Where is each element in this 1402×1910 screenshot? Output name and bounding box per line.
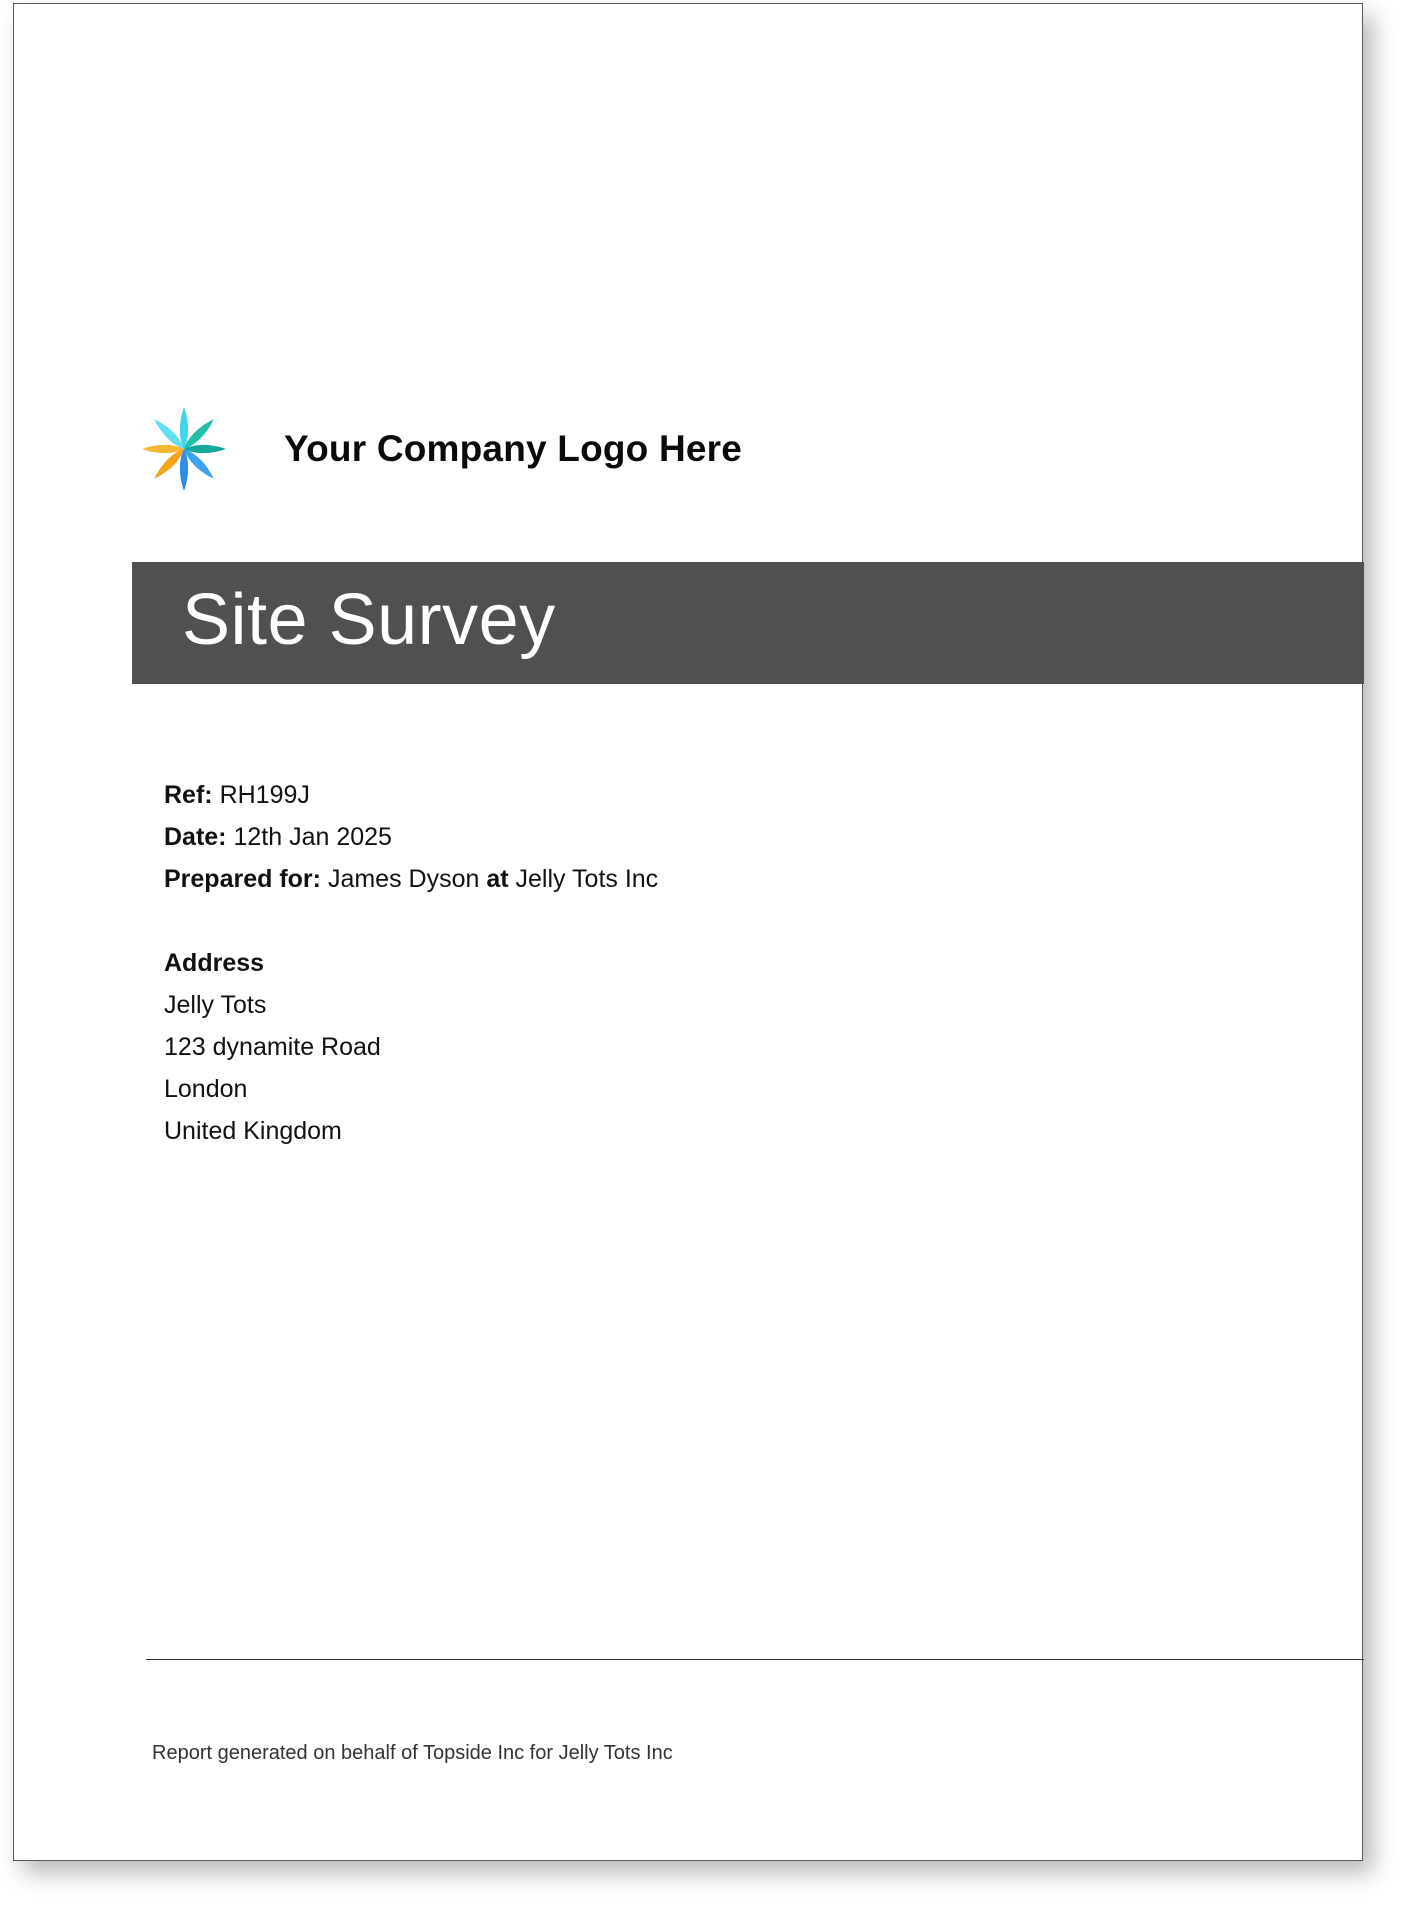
ref-label: Ref: — [164, 781, 213, 809]
company-logo — [134, 394, 742, 504]
address-line: United Kingdom — [164, 1117, 342, 1145]
address-line: 123 dynamite Road — [164, 1033, 381, 1061]
document-page — [13, 3, 1363, 1861]
address-heading: Address — [164, 949, 265, 977]
meta-block — [164, 774, 658, 900]
prepared-for-company: Jelly Tots Inc — [515, 865, 659, 893]
document-title: Site Survey — [182, 580, 556, 660]
address-line: London — [164, 1075, 248, 1103]
prepared-for-name: James Dyson — [327, 865, 480, 893]
footer-text: Report generated on behalf of Topside Inc for Jelly Tots Inc — [152, 1742, 673, 1764]
ref-row — [164, 774, 658, 816]
prepared-for-label: Prepared for: — [164, 865, 321, 893]
prepared-for-row — [164, 858, 658, 900]
logo-text: Your Company Logo Here — [284, 428, 743, 469]
date-row — [164, 816, 658, 858]
prepared-for-at: at — [486, 865, 509, 893]
title-band — [132, 562, 1364, 684]
footer-divider — [146, 1659, 1364, 1660]
pinwheel-flower-icon — [134, 399, 234, 499]
date-label: Date: — [164, 823, 227, 851]
ref-value: RH199J — [219, 781, 310, 809]
address-block — [164, 942, 381, 1152]
date-value: 12th Jan 2025 — [233, 823, 392, 851]
address-line: Jelly Tots — [164, 991, 267, 1019]
